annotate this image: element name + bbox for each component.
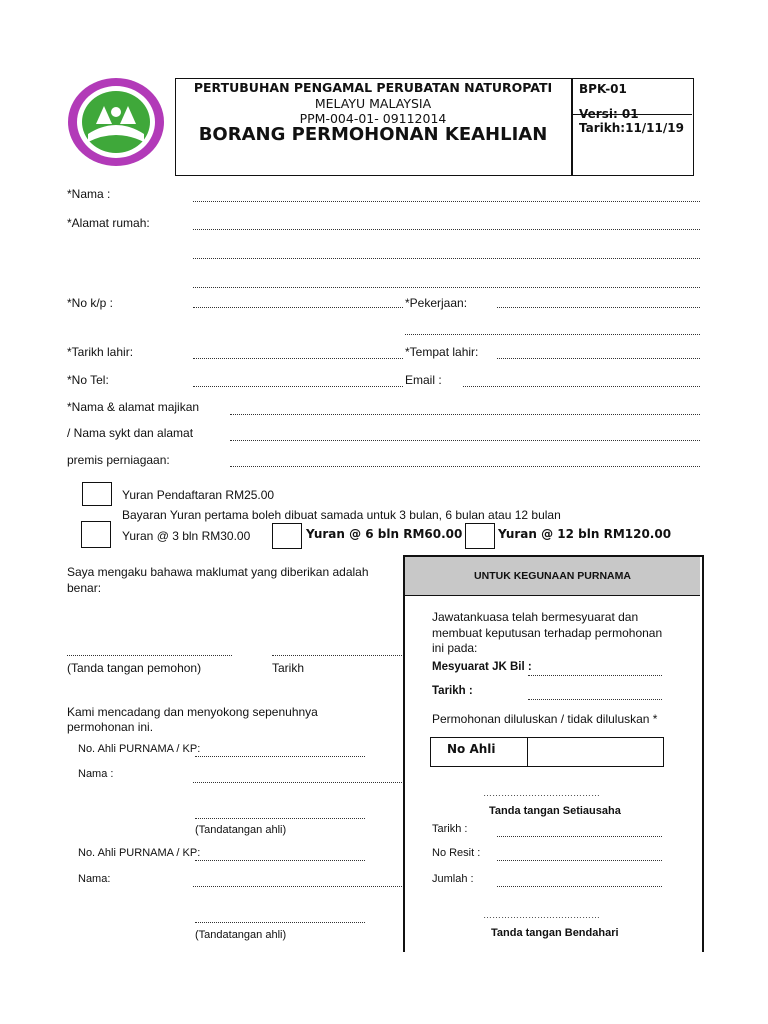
input-majikan-line2[interactable] — [230, 440, 700, 441]
input-member-no-1[interactable] — [195, 756, 365, 757]
input-nokp[interactable] — [193, 307, 403, 308]
label-no-tel: *No Tel: — [67, 373, 109, 387]
label-member-no-2: No. Ahli PURNAMA / KP: — [78, 847, 201, 859]
checkbox-fee-3-months[interactable] — [81, 521, 111, 548]
input-applicant-date[interactable] — [272, 655, 402, 656]
label-nokp: *No k/p : — [67, 296, 114, 310]
label-meeting-date: Tarikh : — [432, 685, 473, 697]
office-use-title: UNTUK KEGUNAAN PURNAMA — [474, 570, 631, 582]
input-tempat-lahir[interactable] — [497, 358, 700, 359]
input-majikan-line3[interactable] — [230, 466, 700, 467]
label-member-signature-2: (Tandatangan ahli) — [195, 929, 287, 941]
label-fee-12-months: Yuran @ 12 bln RM120.00 — [498, 527, 672, 541]
input-alamat-line3[interactable] — [193, 287, 700, 288]
form-version: Versi: 01 — [579, 107, 639, 121]
label-majikan-1: *Nama & alamat majikan — [67, 400, 200, 414]
checkbox-registration-fee[interactable] — [82, 482, 112, 506]
support-text-1: Kami mencadang dan menyokong sepenuhnya — [67, 705, 318, 719]
input-applicant-signature[interactable] — [67, 655, 232, 656]
input-no-ahli[interactable] — [529, 739, 661, 765]
label-member-signature-1: (Tandatangan ahli) — [195, 824, 287, 836]
support-text-2: permohonan ini. — [67, 720, 154, 734]
member-no-divider — [527, 737, 528, 767]
label-office-date: Tarikh : — [432, 823, 468, 835]
input-office-date[interactable] — [497, 836, 662, 837]
label-member-name-1: Nama : — [78, 768, 114, 780]
label-applicant-date: Tarikh — [272, 661, 305, 675]
label-meeting-no: Mesyuarat JK Bil : — [432, 661, 532, 673]
label-registration-fee: Yuran Pendaftaran RM25.00 — [122, 488, 275, 502]
label-fee-3-months: Yuran @ 3 bln RM30.00 — [122, 529, 251, 543]
label-member-no-1: No. Ahli PURNAMA / KP: — [78, 743, 201, 755]
label-no-ahli: No Ahli — [447, 742, 496, 756]
office-text-1: Jawatankuasa telah bermesyuarat dan — [432, 610, 639, 624]
input-pekerjaan[interactable] — [497, 307, 700, 308]
label-receipt-no: No Resit : — [432, 847, 481, 859]
input-tarikh-lahir[interactable] — [193, 358, 403, 359]
treasurer-sign-line: ………………………………… — [483, 910, 600, 920]
input-email[interactable] — [463, 386, 700, 387]
input-amount[interactable] — [497, 886, 662, 887]
label-majikan-3: premis perniagaan: — [67, 453, 170, 467]
input-member-name-1[interactable] — [193, 782, 402, 783]
office-text-2: membuat keputusan terhadap permohonan — [432, 626, 663, 640]
label-fee-6-months: Yuran @ 6 bln RM60.00 — [306, 527, 463, 541]
form-title: BORANG PERMOHONAN KEAHLIAN — [198, 124, 548, 145]
label-decision: Permohonan diluluskan / tidak diluluskan * — [432, 712, 658, 726]
org-name-line2: MELAYU MALAYSIA — [314, 96, 432, 111]
input-meeting-no[interactable] — [528, 675, 662, 676]
office-text-3: ini pada: — [432, 641, 478, 655]
checkbox-fee-6-months[interactable] — [272, 523, 302, 549]
input-member-signature-1[interactable] — [195, 818, 365, 819]
input-member-no-2[interactable] — [195, 860, 365, 861]
input-alamat-line2[interactable] — [193, 258, 700, 259]
declaration-text-2: benar: — [67, 581, 102, 595]
input-majikan-line1[interactable] — [230, 414, 700, 415]
label-tarikh-lahir: *Tarikh lahir: — [67, 345, 134, 359]
fee-note: Bayaran Yuran pertama boleh dibuat samada untuk 3 bulan, 6 bulan atau 12 bulan — [122, 508, 561, 522]
secretary-sign-line: ………………………………… — [483, 788, 600, 798]
input-nama[interactable] — [193, 201, 700, 202]
form-date: Tarikh:11/11/19 — [579, 121, 684, 135]
org-name-line1: PERTUBUHAN PENGAMAL PERUBATAN NATUROPATI — [193, 80, 553, 95]
input-meeting-date[interactable] — [528, 699, 662, 700]
label-treasurer-signature: Tanda tangan Bendahari — [491, 927, 619, 939]
checkbox-fee-12-months[interactable] — [465, 523, 495, 549]
form-code: BPK-01 — [579, 82, 627, 96]
label-nama: *Nama : — [67, 187, 111, 201]
document-reference: PPM-004-01- 09112014 — [299, 111, 447, 126]
label-applicant-signature: (Tanda tangan pemohon) — [67, 661, 202, 675]
input-receipt-no[interactable] — [497, 860, 662, 861]
label-email: Email : — [405, 373, 442, 387]
input-no-tel[interactable] — [193, 386, 403, 387]
input-alamat-line1[interactable] — [193, 229, 700, 230]
label-majikan-2: / Nama sykt dan alamat — [67, 426, 194, 440]
declaration-text-1: Saya mengaku bahawa maklumat yang diberikan adalah — [67, 565, 369, 579]
organization-logo — [66, 76, 166, 168]
label-pekerjaan: *Pekerjaan: — [405, 296, 468, 310]
label-amount: Jumlah : — [432, 873, 474, 885]
label-member-name-2: Nama: — [78, 873, 111, 885]
label-alamat: *Alamat rumah: — [67, 216, 150, 230]
label-tempat-lahir: *Tempat lahir: — [405, 345, 479, 359]
input-member-signature-2[interactable] — [195, 922, 365, 923]
input-member-name-2[interactable] — [193, 886, 402, 887]
input-pekerjaan-line2[interactable] — [405, 334, 700, 335]
label-secretary-signature: Tanda tangan Setiausaha — [489, 805, 621, 817]
